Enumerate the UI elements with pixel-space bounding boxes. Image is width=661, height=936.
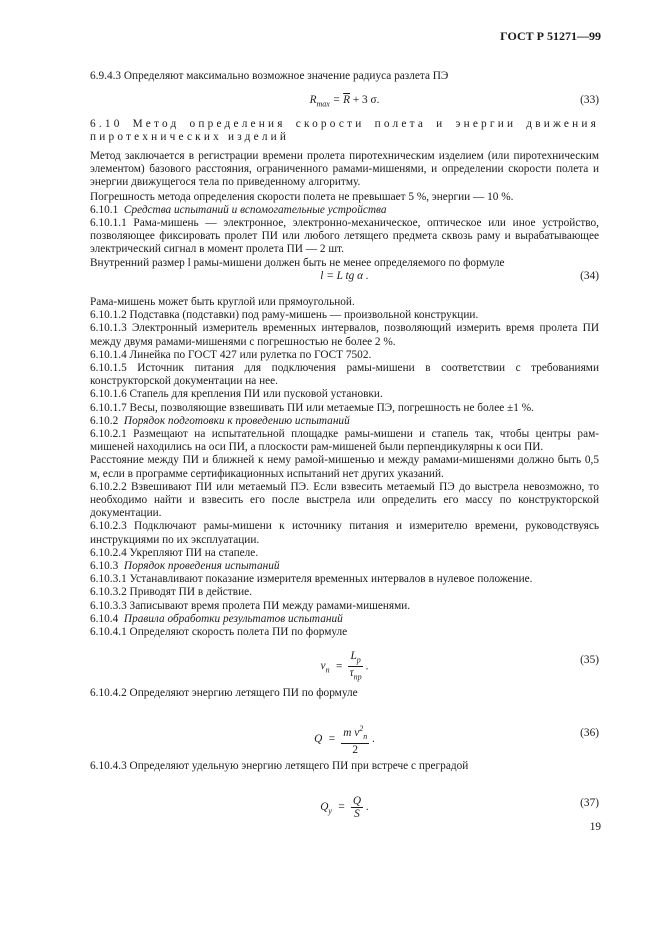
equation-37: $Q_у$ = $\frac{Q}{S}$ . (37) (320, 795, 599, 820)
equation-number: (37) (580, 797, 599, 809)
subsection-6-10-4: 6.10.4 Правила обработки результатов испытаний (90, 612, 343, 625)
paragraph-6-10-1-6: 6.10.1.6 Стапель для крепления ПИ или пусковой установки. (90, 388, 383, 401)
eq36-fraction: $\frac{m v^2_п}{2}$ (343, 724, 368, 757)
paragraph-6-10-3-2: 6.10.3.2 Приводят ПИ в действие. (90, 586, 252, 599)
equation-36: Q = $\frac{m v^2_п}{2}$ . (36) (314, 724, 599, 757)
paragraph-6-10-4-2-wrap (90, 687, 599, 700)
paragraph-6-10-1-3: 6.10.1.3 Электронный измеритель временных интервалов, позволяющий измерить время пролета ПИ между двумя рамами-мишенями с погрешностью не более 2 %. (90, 322, 599, 348)
method-description: Метод заключается в регистрации времени пролета пиротехническим изделием (или пиротехническим элементом) базового расстояния, ограниченного рамами-мишенями, и определении скорости полета и энергии движущегося тела по приведенному алгоритму. (90, 150, 599, 189)
subsection-6-10-2: 6.10.2 Порядок подготовки к проведению испытаний (90, 414, 350, 427)
equation-number: (34) (580, 270, 599, 282)
paragraph-6-10-3-1: 6.10.3.1 Устанавливают показание измерителя временных интервалов в нулевое положение. (90, 573, 533, 586)
body-block-2 (90, 296, 599, 639)
equation-33: $R_{max} = \overline{R} + 3$ σ. (33) (309, 94, 599, 109)
document-header: ГОСТ Р 51271—99 (500, 29, 601, 43)
section-6-10-heading: 6.10 Метод определения скорости полета и энергии движения пиротехнических изделий (90, 118, 599, 144)
paragraph-6-10-2-2: 6.10.2.2 Взвешивают ПИ или метаемый ПЭ. Если взвесить метаемый ПЭ до выстрела невозможно, то необходимо найти и взвесить его после выстрела или определить его массу по конструкторской документации. (90, 480, 599, 520)
paragraph-6-10-3-3: 6.10.3.3 Записывают время пролета ПИ между рамами-мишенями. (90, 599, 411, 612)
frame-shape: Рама-мишень может быть круглой или прямоугольной. (90, 296, 355, 308)
paragraph-6-10-4-2: 6.10.4.2 Определяют энергию летящего ПИ по формуле (90, 687, 358, 699)
paragraph-6-10-1-5: 6.10.1.5 Источник питания для подключения рамы-мишени в соответствии с требованиями конструкторской документации на нее. (90, 362, 599, 388)
paragraph-6-10-1-4: 6.10.1.4 Линейка по ГОСТ 427 или рулетка по ГОСТ 7502. (90, 348, 372, 361)
paragraph-6-10-2-3: 6.10.2.3 Подключают рамы-мишени к источнику питания и измерителю времени, руководствуясь инструкциями по их эксплуатации. (90, 520, 599, 546)
distance-text: Расстояние между ПИ и ближней к нему рамой-мишенью и между рамами-мишенями должно быть 0,5 м, если в программе сертификационных испытаний нет других указаний. (90, 454, 599, 480)
page-number: 19 (589, 821, 601, 833)
paragraph-6-10-4-1: 6.10.4.1 Определяют скорость полета ПИ по формуле (90, 626, 348, 639)
paragraph-6-10-1-1: 6.10.1.1 Рама-мишень — электронное, электронно-механическое, оптическое или иное устройство, позволяющее фиксировать пролет ПИ или любого летящего предмета сквозь раму и вырабатывающее электрический сигнал в момент пролета ПИ — 2 шт. (90, 217, 599, 256)
eq35-fraction: $\frac{L_р}{\tau_{пр}}$ (349, 650, 362, 682)
eq33-lhs: R (309, 94, 317, 106)
equation-number: (35) (580, 654, 599, 666)
equation-number: (36) (580, 727, 599, 739)
equation-35: $v_п$ = $\frac{L_р}{\tau_{пр}}$ . (35) (320, 650, 599, 682)
inner-size-text: Внутренний размер l рамы-мишени должен быть не менее определяемого по формуле (90, 256, 505, 269)
equation-number: (33) (580, 94, 599, 106)
paragraph-6-10-4-3-wrap (90, 760, 599, 773)
method-error: Погрешность метода определения скорости полета не превышает 5 %, энергии — 10 %. (90, 190, 514, 203)
paragraph-6-10-4-3: 6.10.4.3 Определяют удельную энергию летящего ПИ при встрече с преградой (90, 760, 469, 772)
paragraph-6-10-2-1: 6.10.2.1 Размещают на испытательной площадке рамы-мишени и стапель так, чтобы центры рам-мишеней находились на оси ПИ, а плоскости рам-мишеней были перпендикулярны к оси ПИ. (90, 428, 599, 454)
equation-34: l = L tg α . (34) (320, 270, 599, 282)
paragraph-6-9-4-3: 6.9.4.3 Определяют максимально возможное значение радиуса разлета ПЭ (90, 70, 449, 82)
subsection-6-10-1: 6.10.1 Средства испытаний и вспомогательные устройства (90, 203, 387, 216)
paragraph-6-10-1-7: 6.10.1.7 Весы, позволяющие взвешивать ПИ или метаемые ПЭ, погрешность не более ±1 %. (90, 401, 534, 414)
body-block-1 (90, 150, 599, 270)
paragraph-6-10-2-4: 6.10.2.4 Укрепляют ПИ на стапеле. (90, 546, 259, 559)
eq37-fraction: $\frac{Q}{S}$ (352, 795, 362, 820)
paragraph-6-10-1-2: 6.10.1.2 Подставка (подставки) под раму-мишень — произвольной конструкции. (90, 309, 479, 322)
subsection-6-10-3: 6.10.3 Порядок проведения испытаний (90, 560, 280, 573)
